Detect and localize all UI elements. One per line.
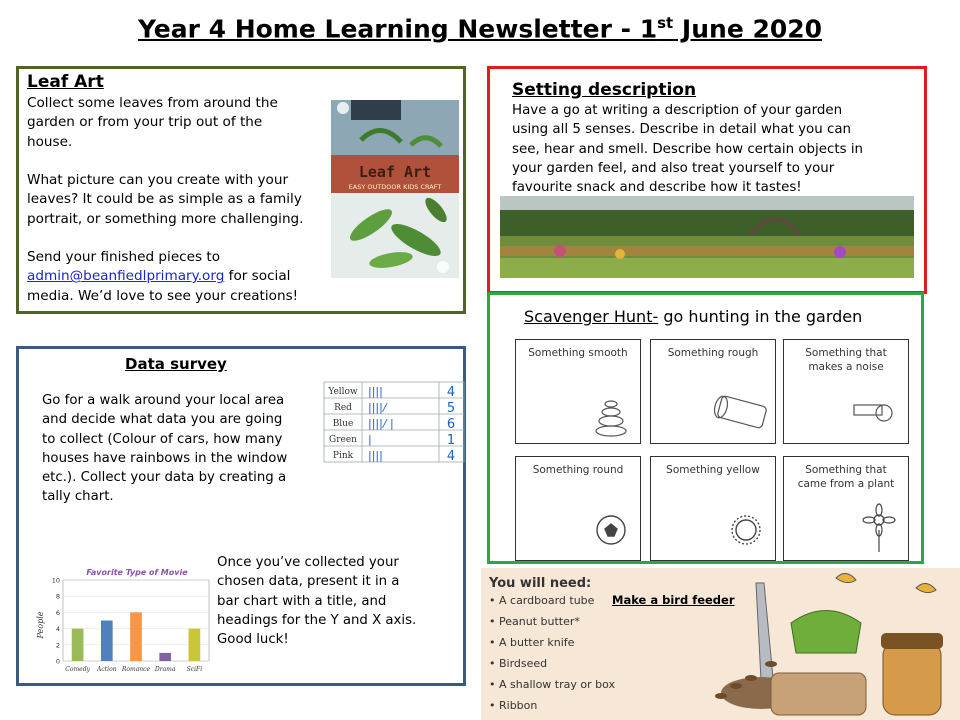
chart-bar [72, 629, 84, 661]
data-survey-heading: Data survey [125, 355, 227, 373]
tally-colour: Pink [332, 451, 354, 461]
chart-x-tick-label: Romance [121, 666, 151, 673]
leaf-art-section [16, 66, 466, 314]
chart-y-tick-label: 6 [55, 608, 60, 617]
data-survey-barchart-instructions: Once you’ve collected your chosen data, present it in a bar chart with a title, and headings for the Y and X axis. Good luck! [217, 555, 417, 648]
tally-colour: Green [329, 435, 357, 445]
chart-y-tick-label: 4 [55, 625, 60, 634]
ball-icon [516, 500, 642, 556]
supply-item: • A butter knife [489, 636, 575, 649]
movie-bar-chart [37, 563, 213, 681]
tally-count: 4 [446, 449, 456, 464]
chart-y-tick-label: 8 [55, 592, 60, 601]
whistle-icon [784, 383, 910, 439]
tally-colour: Yellow [328, 387, 358, 397]
scavenger-card: Something rough [650, 339, 776, 444]
chart-bar [130, 612, 142, 661]
setting-description-section [487, 66, 927, 294]
chart-x-tick-label: Action [97, 666, 117, 673]
tally-colour: Red [334, 403, 352, 413]
scavenger-heading: Scavenger Hunt- go hunting in the garden [524, 307, 863, 326]
tally-chart [324, 380, 464, 468]
tally-marks: |||| [368, 385, 383, 398]
banner-title: Leaf Art [358, 163, 432, 181]
supply-item: • Birdseed [489, 657, 548, 670]
bird-feeder-section [481, 568, 960, 720]
tally-colour: Blue [332, 419, 354, 429]
supply-item: • A cardboard tube [489, 594, 595, 607]
tally-marks: ||||/ | [368, 417, 394, 430]
zoom-icon [437, 261, 449, 273]
scavenger-card: Something yellow [650, 456, 776, 561]
leaf-art-question: What picture can you create with your leaves? It could be as simple as a family portrait, or something more challenging. [27, 172, 304, 227]
flower-icon [784, 500, 910, 556]
leaf-art-heading: Leaf Art [27, 72, 104, 92]
leaf-art-send: Send your finished pieces to admin@beanfiedlprimary.org for social media. We’d love to see your creations! [27, 249, 299, 304]
tally-count: 6 [446, 417, 456, 432]
prev-arrow-icon [337, 102, 349, 114]
bird-feeder-title: Make a bird feeder [612, 593, 735, 607]
stones-icon [516, 383, 642, 439]
email-link[interactable]: admin@beanfiedlprimary.org [27, 268, 225, 285]
chart-x-tick-label: Drama [154, 666, 176, 673]
supply-item: • A shallow tray or box [489, 678, 616, 691]
setting-text: Have a go at writing a description of your garden using all 5 senses. Describe in detail what you can see, hear and smell. Describe how certain objects in your garden feel, and also treat yourself to your favourite snack and describe how it tastes! [512, 103, 864, 196]
chart-y-tick-label: 10 [51, 576, 60, 585]
tally-marks: |||| [368, 449, 383, 462]
chart-y-tick-label: 0 [55, 657, 60, 666]
tally-count: 1 [446, 433, 456, 448]
chart-ylabel: People [36, 611, 45, 639]
tally-marks: | [368, 433, 372, 446]
page-title: Year 4 Home Learning Newsletter - 1st June 2020 [137, 14, 823, 44]
chart-bar [189, 629, 201, 661]
scavenger-card: Something smooth [515, 339, 641, 444]
log-icon [651, 383, 777, 439]
chart-title: Favorite Type of Movie [86, 568, 188, 577]
tally-count: 5 [446, 401, 456, 416]
chart-bar [101, 621, 113, 662]
garden-image [500, 196, 914, 278]
cardboard-tube-icon [771, 673, 866, 715]
peanut-butter-jar-icon [883, 643, 941, 715]
leaf-art-intro: Collect some leaves from around the garden or from your trip out of the house. [27, 95, 278, 150]
scavenger-card: Something round [515, 456, 641, 561]
chart-x-tick-label: Comedy [65, 666, 90, 673]
chart-bar [159, 653, 171, 661]
setting-heading: Setting description [512, 80, 697, 100]
sun-icon [651, 500, 777, 556]
data-survey-instructions: Go for a walk around your local area and decide what data you are going to collect (Colour of cars, how many houses have rainbows in the window etc.). Collect your data by creating a tally chart. [42, 393, 288, 505]
supply-item: • Ribbon [489, 699, 538, 712]
scavenger-card: Something that makes a noise [783, 339, 909, 444]
you-will-need-heading: You will need: [489, 576, 592, 591]
leaf-art-image [331, 100, 459, 278]
chart-y-tick-label: 2 [55, 641, 60, 650]
data-survey-section [16, 346, 466, 686]
chart-x-tick-label: SciFi [186, 666, 203, 673]
supply-item: • Peanut butter* [489, 615, 580, 628]
scavenger-card: Something that came from a plant [783, 456, 909, 561]
scavenger-hunt-section [487, 292, 924, 564]
tally-count: 4 [446, 385, 456, 400]
bird-feeder-illustration [661, 568, 960, 720]
tally-marks: ||||/ [368, 401, 387, 414]
banner-subtitle: EASY OUTDOOR KIDS CRAFT [348, 183, 442, 191]
